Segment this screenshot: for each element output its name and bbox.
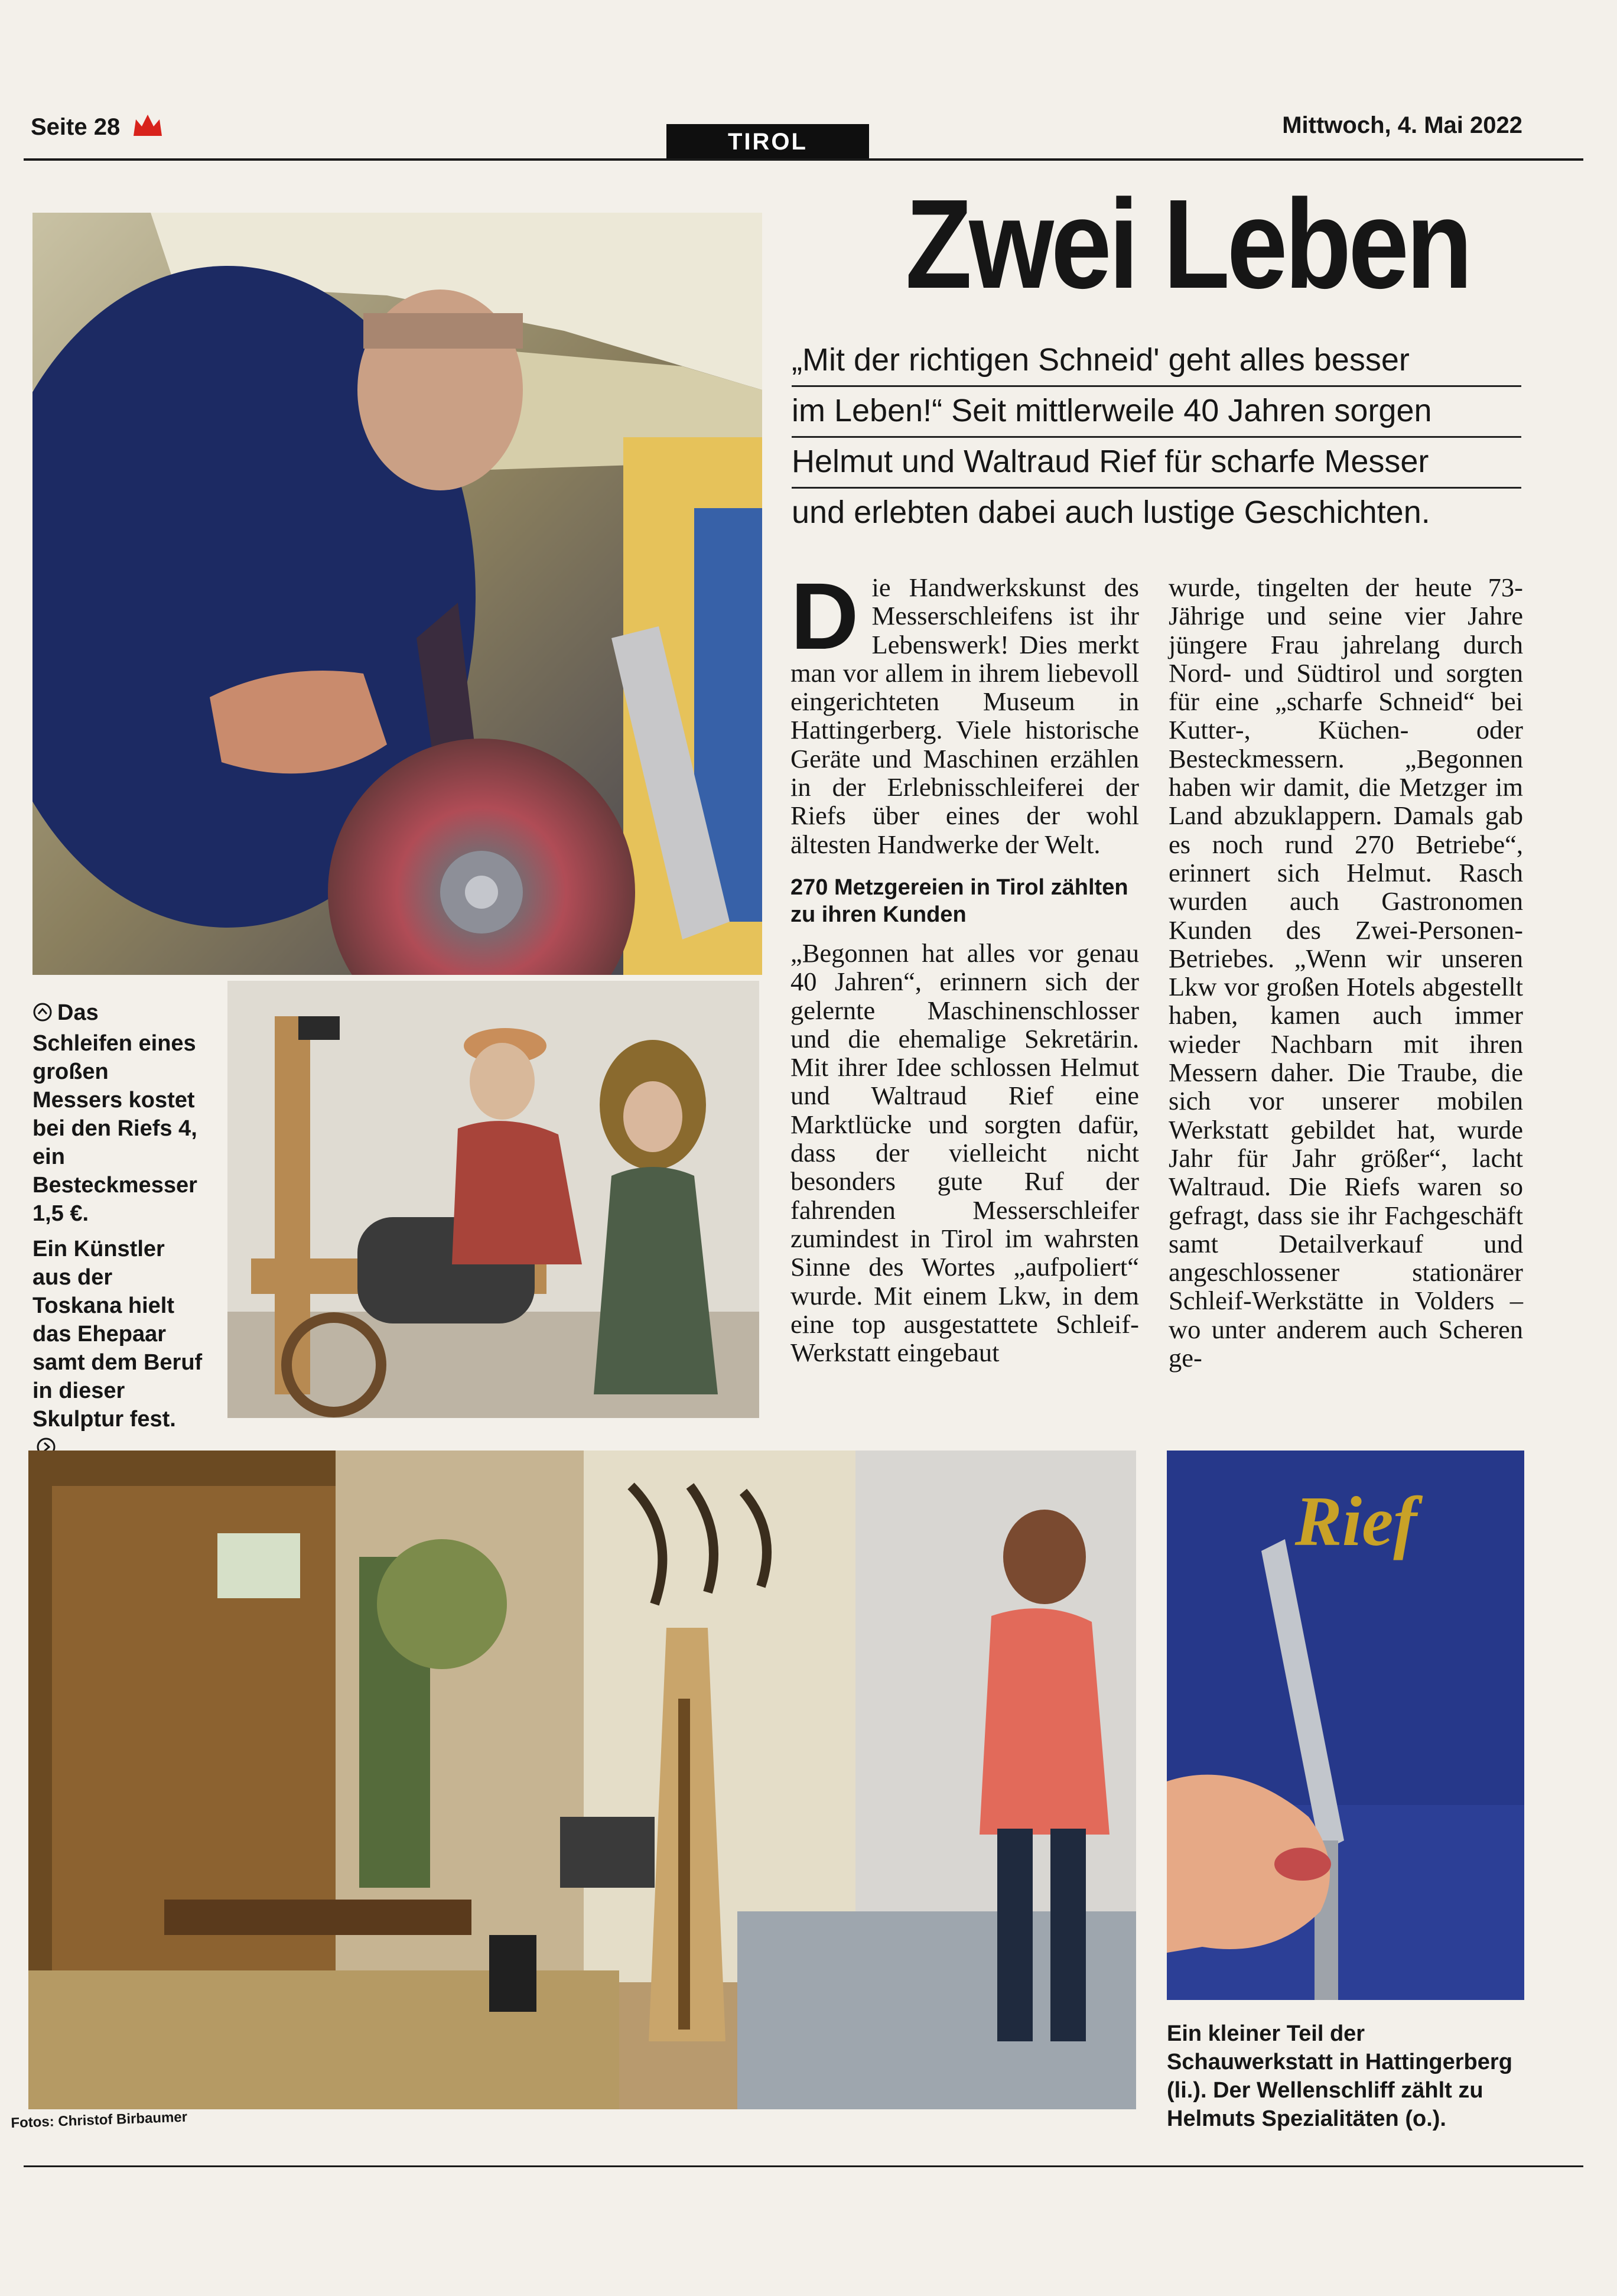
lead-line-4: und erlebten dabei auch lustige Geschichten. (792, 495, 1430, 530)
issue-date: Mittwoch, 4. Mai 2022 (1282, 112, 1522, 138)
crown-icon (131, 112, 164, 144)
headline: Zwei Leben (905, 173, 1470, 315)
rief-logo-text: Rief (1294, 1482, 1417, 1560)
caption-grinding (32, 999, 204, 1228)
article-column-2 (1169, 573, 1523, 1372)
caption-sculpture (32, 1235, 204, 1464)
footer-rule (24, 2165, 1583, 2167)
photo-workshop (28, 1451, 1136, 2109)
arrow-up-circle-icon (32, 1001, 53, 1029)
caption-sculpture-text: Ein Künstler aus der Toskana hielt das Ehepaar samt dem Beruf in dieser Skulptur fest. (32, 1237, 203, 1432)
page-number (31, 112, 164, 144)
caption-grinding-text: Das Schleifen eines großen Messers kostet bei den Riefs 4, ein Besteckmesser 1,5 €. (32, 1000, 197, 1226)
caption-workshop: Ein kleiner Teil der Schauwerkstatt in Hattingerberg (li.). Der Wellenschliff zählt zu Helmuts Spezialitäten (o.). (1167, 2021, 1512, 2131)
photo-knife-grinding (32, 213, 762, 975)
photo-sculpture (227, 981, 759, 1418)
header-rule (24, 158, 1583, 161)
article-column-1 (790, 563, 1139, 1368)
drop-cap: D (790, 563, 859, 669)
article-intro: ie Handwerkskunst des Messerschleifens ist ihr Lebenswerk! Dies merkt man vor allem in ihrem liebevoll eingerichteten Museum in Hattingerberg. Viele historische Geräte und Maschinen erzählen in der Erlebnisschleiferei der Riefs über eines der wohl ältesten Handwerke der Welt. (790, 573, 1139, 859)
subheading: 270 Metzgereien in Tirol zählten zu ihren Kunden (790, 874, 1128, 927)
photo-credit: Fotos: Christof Birbaumer (11, 2109, 188, 2131)
article-body-2: wurde, tingelten der heute 73-Jährige und seine vier Jahre jüngere Frau jahrelang durch Nord- und Südtirol und sorgten für eine „scharfe Schneid“ bei Kutter-, Küchen- oder Besteckmessern. „Begonnen haben wir damit, die Metzger im Land abzuklappern. Damals gab es noch rund 270 Betriebe“, erinnert sich Helmut. Rasch wurden auch Gastronomen Kunden des Zwei-Personen-Betriebes. „Wenn wir unseren Lkw vor großen Hotels abgestellt haben, kamen auch immer wieder Nachbarn mit ihren Messern daher. Die Traube, die sich vor unserer mobilen Werkstatt gebildet hat, wurde Jahr für Jahr größer“, lacht Waltraud. Die Riefs waren so gefragt, dass sie ihr Fachgeschäft samt Detailverkauf und angeschlossener stationärer Schleif-Werkstätte in Volders – wo unter anderem auch Scheren ge- (1169, 573, 1523, 1373)
lead-line-3: Helmut und Waltraud Rief für scharfe Messer (792, 436, 1521, 489)
page-number-text: Seite 28 (31, 114, 121, 140)
lead-line-1: „Mit der richtigen Schneid' geht alles besser (792, 334, 1521, 387)
section-label: TIROL (666, 124, 869, 160)
article-body-1: „Begonnen hat alles vor genau 40 Jahren“, erinnern sich der gelernte Maschinenschlosser und die ehemalige Sekretärin. Mit ihrer Idee schlossen Helmut und Waltraud Rief eine Marktlücke und sorgten dafür, dass der vielleicht nicht besonders gute Ruf der fahrenden Messerschleifer zumindest in Tirol im wahrsten Sinne des Wortes „aufpoliert“ wurde. Mit einem Lkw, in dem eine top ausgestattete Schleif-Werkstatt eingebaut (790, 938, 1139, 1368)
lead-line-2: im Leben!“ Seit mittlerweile 40 Jahren sorgen (792, 385, 1521, 438)
rief-logo (1202, 1480, 1509, 1563)
